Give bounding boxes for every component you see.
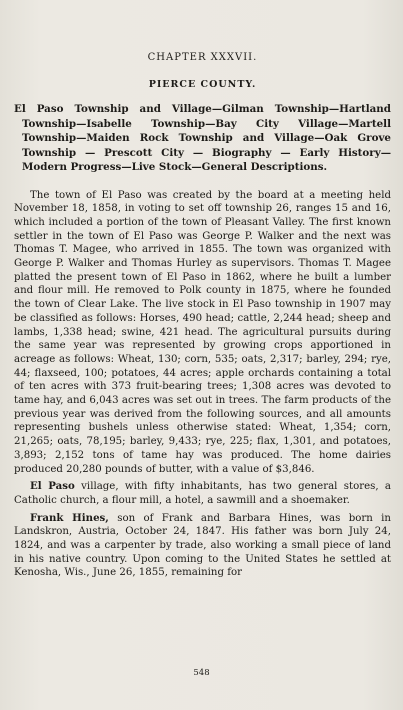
section-title: PIERCE COUNTY. — [148, 79, 257, 90]
paragraph-el-paso-village — [14, 480, 391, 507]
paragraph-lead: El Paso — [30, 480, 75, 493]
page-number: 548 — [193, 668, 210, 678]
paragraph-frank-hines — [14, 512, 391, 581]
paragraph-text: son of Frank and Barbara Hines, was born in Landskron, Austria, October 24, 1847. His father was born July 24, 1824, and was a carpenter by trade, also working a small piece of land in his native country. Upon coming to the United States he settled at Kenosha, Wis., June 26, 1855, remaining for — [14, 512, 391, 579]
chapter-subheads: El Paso Township and Village—Gilman Township—Hartland Township—Isabelle Township—Bay City Village—Martell Township—Maiden Rock Township and Village—Oak Grove Township — Prescott City — Biography — Early History— Modern Progress—Live Stock—General Descriptions. — [14, 103, 391, 173]
chapter-heading: CHAPTER XXXVII. — [147, 52, 258, 63]
paragraph-lead: Frank Hines, — [30, 511, 109, 524]
paragraph-text: village, with fifty inhabitants, has two general stores, a Catholic church, a flour mill, a hotel, a sawmill and a shoemaker. — [14, 481, 392, 506]
paragraph-el-paso-town: The town of El Paso was created by the board at a meeting held November 18, 1858, in voting to set off township 26, ranges 15 and 16, which included a portion of the town of Pleasant Valley. The first known settler in the town of El Paso was George P. Walker and the next was Thomas T. Magee, who arrived in 1855. The town was organized with George P. Walker and Thomas Hurley as supervisors. Thomas T. Magee platted the present town of El Paso in 1862, where he built a lumber and flour mill. He removed to Polk county in 1875, where he founded the town of Clear Lake. The live stock in El Paso township in 1907 may be classified as follows: Horses, 490 head; cattle, 2,244 head; sheep and lambs, 1,338 head; swine, 421 head. The agricultural pursuits during the same year was represented by growing crops apportioned in acreage as follows: Wheat, 130; corn, 535; oats, 2,317; barley, 294; rye, 44; flaxseed, 100; potatoes, 44 acres; apple orchards containing a total of ten acres with 373 fruit-bearing trees; 1,308 acres was devoted to tame hay, and 6,043 acres was set out in trees. The farm products of the previous year was derived from the following sources, and all amounts representing bushels unless otherwise stated: Wheat, 1,354; corn, 21,265; oats, 78,195; barley, 9,433; rye, 225; flax, 1,301, and potatoes, 3,893; 2,152 tons of tame hay was produced. The home dairies produced 20,280 pounds of butter, with a value of $3,846. — [14, 189, 391, 475]
